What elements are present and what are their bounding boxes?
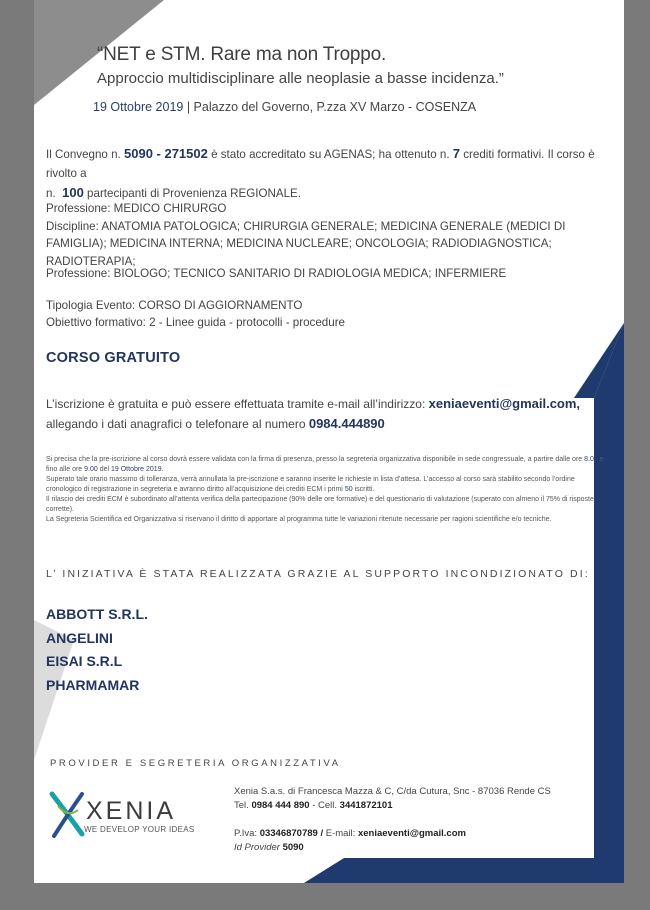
event-title: “NET e STM. Rare ma non Troppo. — [97, 44, 387, 65]
fine-print-date: 19 Ottobre 2019 — [111, 466, 162, 473]
registration-email-link[interactable]: xeniaeventi@gmail.com, — [428, 396, 581, 411]
fine-print-text: . — [161, 466, 164, 473]
provider-id-label: Id Provider — [234, 842, 283, 853]
fine-print-number: 50 — [344, 486, 353, 493]
contact-email-link[interactable]: xeniaeventi@gmail.com — [357, 828, 466, 839]
support-heading: L’ INIZIATIVA È STATA REALIZZATA GRAZIE AL SUPPORTO INCONDIZIONATO DI: — [46, 568, 590, 580]
contact-tel[interactable]: 0984 444 890 — [251, 800, 310, 811]
cell-label: - Cell. — [309, 800, 340, 811]
registration-phone[interactable]: 0984.444890 — [308, 416, 385, 431]
contact-cell[interactable]: 3441872101 — [339, 800, 393, 811]
piva-label: P.Iva: — [234, 828, 260, 839]
disciplines-list: Discipline: ANATOMIA PATOLOGICA; CHIRURGIA GENERALE; MEDICINA GENERALE (MEDICI DI FAMIGLIA); MEDICINA INTERNA; MEDICINA NUCLEARE; ONCOLOGIA; RADIODIAGNOSTICA; RADIOTERAPIA; — [46, 219, 566, 268]
sponsor-item: PHARMAMAR — [46, 676, 140, 693]
fine-print-changes: La Segreteria Scientifica ed Organizzativa si riservano il diritto di apportare al programma tutte le variazioni ritenute necessarie per ragioni scientifiche e/o tecniche. — [46, 516, 552, 523]
fine-print-ecm: Il rilascio dei crediti ECM è subordinato all’attenta verifica della partecipazione (90% delle ore formative) e del questionario di valutazione (superato con almeno il 75% di risposte corrette). — [46, 496, 594, 513]
document-page — [34, 0, 624, 883]
fine-print-validation — [46, 455, 608, 475]
event-venue: | Palazzo del Governo, P.zza XV Marzo - COSENZA — [183, 100, 477, 114]
sponsor-item: ANGELINI — [46, 629, 113, 646]
fine-print-text: e fino alle ore — [46, 456, 604, 473]
participant-count: 100 — [62, 185, 84, 200]
logo-tagline: WE DEVELOP YOUR IDEAS — [84, 825, 195, 834]
contact-address: Xenia S.a.s. di Francesca Mazza & C, C/da Cutura, Snc - 87036 Rende CS — [234, 786, 551, 797]
free-course-heading: CORSO GRATUITO — [46, 350, 181, 366]
fine-print-text: iscritti. — [352, 486, 375, 493]
event-objective: Obiettivo formativo: 2 - Linee guida - protocolli - procedure — [46, 316, 346, 329]
logo-wordmark: XENIA — [86, 797, 177, 825]
provider-heading: PROVIDER E SEGRETERIA ORGANIZZATIVA — [50, 758, 341, 769]
separator: / — [317, 828, 326, 839]
tel-label: Tel. — [234, 800, 252, 811]
contact-vat-email — [234, 828, 466, 839]
professions-block — [46, 200, 611, 270]
contact-piva: 03346870789 — [259, 828, 318, 839]
fine-print-time: 8.00 — [584, 456, 598, 463]
fine-print-text: del — [97, 466, 111, 473]
registration-text: L’iscrizione è gratuita e può essere effettuata tramite e-mail all’indirizzo: — [46, 397, 429, 411]
event-info — [46, 297, 611, 331]
event-date-venue — [93, 100, 476, 114]
contact-phones — [234, 800, 393, 811]
accreditation-paragraph — [46, 144, 611, 203]
event-type: Tipologia Evento: CORSO DI AGGIORNAMENTO — [46, 299, 303, 312]
accreditation-text: n. — [46, 187, 59, 200]
fine-print — [46, 455, 608, 525]
accreditation-text: crediti formativi. Il corso è rivolto a — [46, 148, 595, 180]
fine-print-time: 9.00 — [84, 466, 98, 473]
profession-other: Professione: BIOLOGO; TECNICO SANITARIO DI RADIOLOGIA MEDICA; INFERMIERE — [46, 267, 507, 280]
accreditation-text: Il Convegno n. — [46, 148, 124, 161]
sponsor-item: ABBOTT S.R.L. — [46, 606, 148, 622]
sponsor-item: EISAI S.R.L — [46, 653, 123, 669]
registration-text: allegando i dati anagrafici o telefonare al numero — [46, 417, 309, 431]
event-subtitle: Approccio multidisciplinare alle neoplasie a basse incidenza.” — [97, 70, 504, 87]
course-code: 5090 - 271502 — [124, 146, 208, 161]
accreditation-text: partecipanti di Provenienza REGIONALE. — [83, 187, 301, 200]
fine-print-text: Superato tale orario massimo di tolleranza, verrà annullata la pre-iscrizione e saranno inserite le richieste in lista d’attesa. L’accesso al corso sarà stabilito secondo l’ordine cronologico di registrazione in segreteria e avranno diritto all’acquisizione dei crediti ECM i primi — [46, 476, 575, 493]
fine-print-text: Si precisa che la pre-iscrizione al corso dovrà essere validata con la firma di presenza, presso la segreteria organizzativa disponibile in sede congressuale, a partire dalle ore — [46, 456, 585, 463]
profession-medico: Professione: MEDICO CHIRURGO — [46, 202, 227, 215]
email-label: E-mail: — [325, 828, 358, 839]
fine-print-waitlist — [46, 475, 608, 495]
accreditation-text: è stato accreditato su AGENAS; ha ottenuto n. — [207, 148, 453, 161]
registration-paragraph — [46, 394, 606, 434]
sponsor-list — [46, 603, 148, 697]
provider-id: 5090 — [282, 842, 304, 853]
event-date: 19 Ottobre 2019 — [93, 100, 184, 114]
contact-provider-id — [234, 842, 304, 853]
credit-count: 7 — [452, 146, 460, 161]
